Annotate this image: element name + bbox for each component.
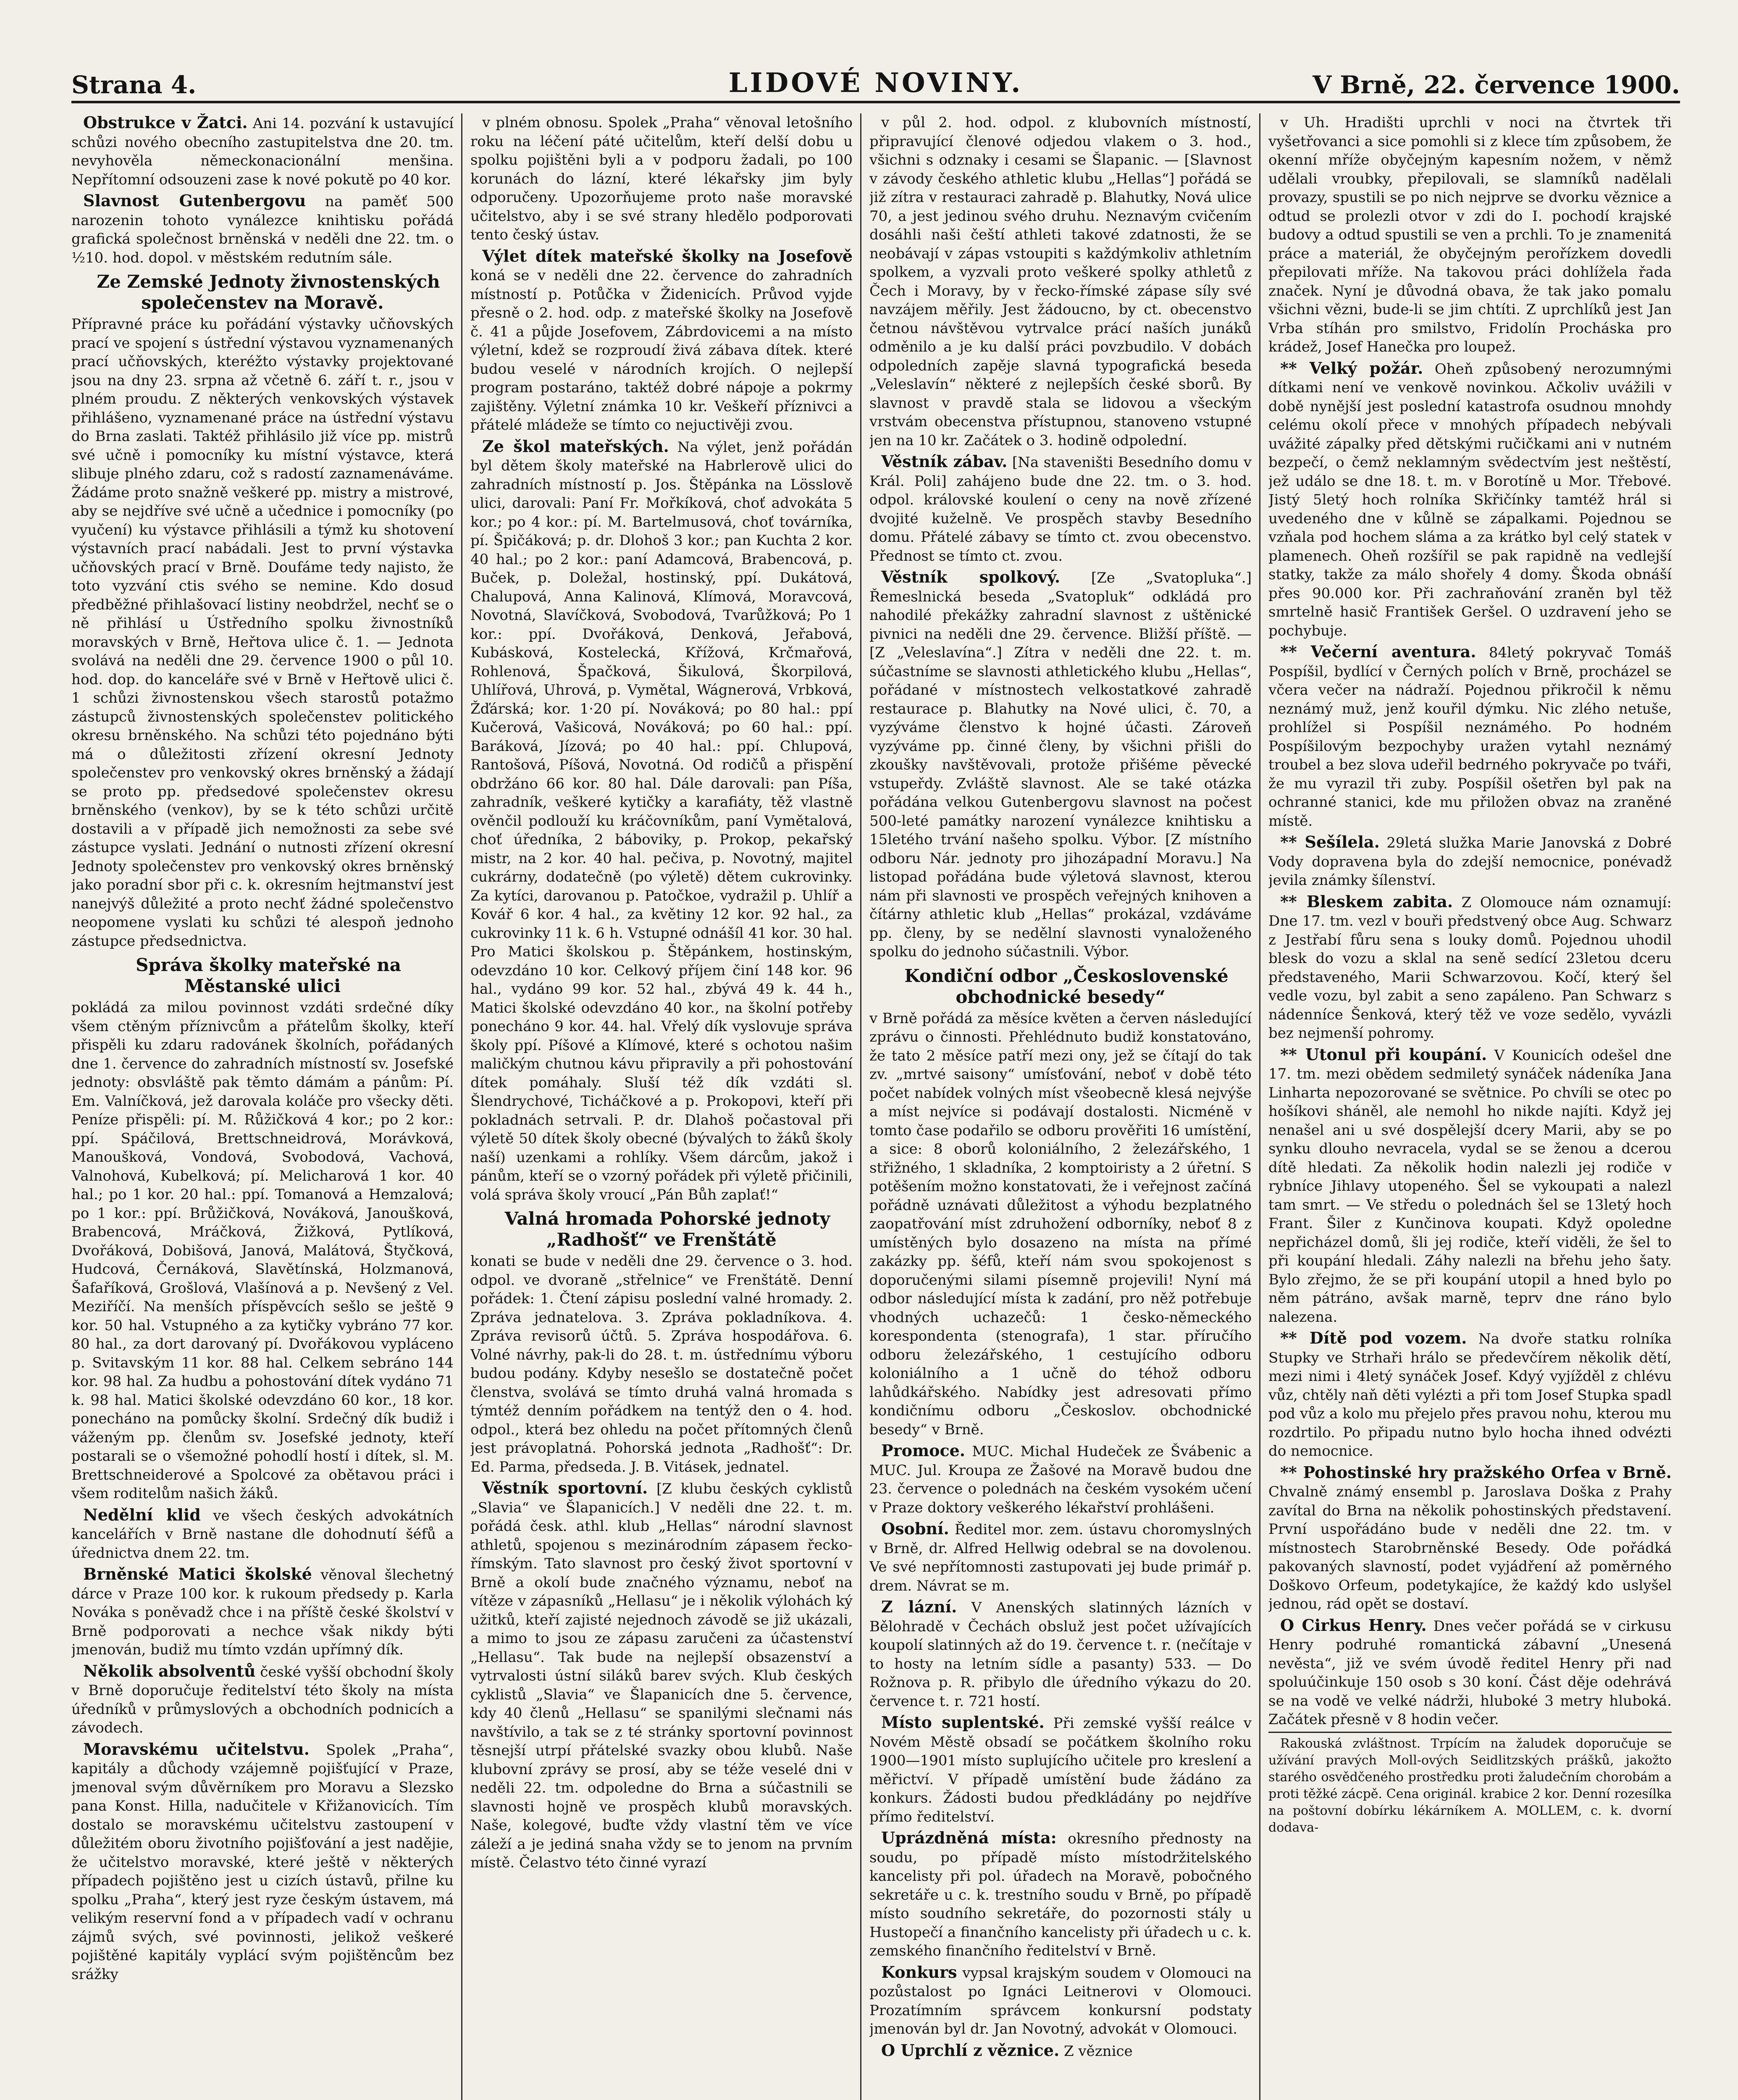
article: [71, 192, 454, 267]
article-body: V Anenských slatinných lázních v Bělohradě v Čechách obsluž jest počet užívajících koupolí slatinných až do 19. července t. r. (nečítaje v to hosty na letním sídle a pasanty) 533. — Do Rožnova p. R. přibylo dle úředního výkazu do 20. července t. r. 721 hostí.: [869, 1599, 1252, 1710]
article: [470, 1479, 853, 1872]
article-headline: Slavnost Gutenbergovu: [83, 191, 306, 210]
article: [869, 452, 1252, 565]
article-body: české vyšší obchodní školy v Brně doporučuje ředitelství této školy na místa úředníků v průmyslových a obchodních podnicích a závodech.: [71, 1663, 454, 1736]
article-headline: ** Večerní aventura.: [1280, 642, 1476, 661]
article: [1268, 113, 1672, 357]
article-body: konati se bude v neděli dne 29. července o 3. hod. odpol. ve dvoraně „střelnice“ ve Frenštátě. Denní pořádek: 1. Čtení zápisu poslední valné hromady. 2. Zpráva jednatelova. 3. Zpráva pokladníkova. 4. Zpráva revisorů účtů. 5. Zpráva hospodářova. 6. Volné návrhy, pak-li do 28. t. m. ústřednímu výboru budou podány. Kdyby nesešlo se dostatečně počet členstva, svolává se tímto druhá valná hromada s týmtéž denním pořádkem na tentýž den o 4. hod. odpol., která bez ohledu na počet přítomných členů jest právoplatná. Pohorská jednota „Radhošť“: Dr. Ed. Parma, předseda. J. B. Vitásek, jednatel.: [470, 1253, 853, 1475]
article-headline: Z lázní.: [881, 1597, 957, 1616]
column-4: [1268, 113, 1672, 2100]
article: [1268, 1463, 1672, 1614]
article-headline: Výlet dítek mateřské školky na Josefově: [482, 246, 853, 265]
article-headline: Ze Zemské Jednoty živnostenských společenstev na Moravě.: [97, 271, 440, 313]
article-body: Ani 14. pozvání k ustavující schůzi nového obecního zastupitelstva dne 20. tm. nevyhověla německonacionální menšina. Nepřítomní odsouzeni zase k nové pokutě po 40 kor.: [71, 115, 454, 188]
column-1: [71, 113, 454, 2100]
article: [869, 1598, 1252, 1711]
article-headline: ** Dítě pod vozem.: [1280, 1328, 1467, 1347]
article-headline: Kondiční odbor „Československé obchodnické besedy“: [904, 965, 1229, 1007]
article-headline: Konkurs: [881, 1962, 957, 1982]
article-body: MUC. Michal Hudeček ze Švábenic a MUC. Jul. Kroupa ze Žašové na Moravě budou dne 23. července o polednách na českém vysokém učení v Praze doktory veškerého lékařství prohlášeni.: [869, 1443, 1252, 1516]
article-headline: ** Velký požár.: [1280, 358, 1423, 378]
article-headline: Ze škol mateřských.: [482, 436, 669, 456]
article: [470, 1208, 853, 1476]
article: [869, 2041, 1252, 2061]
article-body: Ředitel mor. zem. ústavu choromyslných v Brně, dr. Alfred Hellwig odebral se na dovolenou. Ve své nepřítomnosti zastupovati jej bude primář p. drem. Návrat se m.: [869, 1521, 1252, 1594]
article-headline: Osobní.: [881, 1519, 949, 1538]
article: [71, 1662, 454, 1738]
article-headline: Místo suplentské.: [881, 1713, 1045, 1732]
article: [71, 1506, 454, 1563]
newspaper-page: [71, 63, 1680, 2100]
article-body: okresního přednosty na soudu, po případě místo místodržitelského kancelisty při pol. úřadech na Moravě, pobočného sekretáře u c. k. trestního soudu v Brně, po případě místo soudního sekretáře, do pozornosti stály u Hustopečí a finančního kancelisty při úřadech u c. k. zemského finančního ředitelství v Brně.: [869, 1830, 1252, 1959]
article-headline: Věstník spolkový.: [881, 567, 1061, 586]
issue-date: V Brně, 22. července 1900.: [1313, 71, 1680, 99]
article: [869, 1963, 1252, 2039]
article-body: Z věznice: [1064, 2042, 1133, 2060]
column-divider: [461, 113, 462, 2100]
article: [869, 568, 1252, 961]
article-headline: Uprázdněná místa:: [881, 1828, 1057, 1847]
column-divider: [860, 113, 861, 2100]
article-body: 84letý pokryvač Tomáš Pospíšil, bydlící v Černých polích v Brně, procházel se včera večer na nádraží. Pojednou přikročil k němu neznámý muž, jenž kouřil dýmku. Nic zlého netuše, prohlížel si Pospíšil neznámého. Po hodném Pospíšilovým bezpochyby uražen vytahl neznámý troubel a bez slova udeřil bedrného pokryvače po tváři, že mu vyrazil tři zuby. Pospíšil ošetřen byl pak na ochranné stanici, kde mu přiložen obvaz na zraněné místě.: [1268, 644, 1672, 830]
article-headline: ** Sešílela.: [1280, 832, 1380, 851]
article-headline: Brněnské Matici školské: [83, 1564, 312, 1583]
article-body: [Z klubu českých cyklistů „Slavia“ ve Šlapanicích.] V neděli dne 22. t. m. pořádá česk. athl. klub „Hellas“ národní slavnost athletů, spojenou s mezinárodním zápasem řecko-římským. Tato slavnost pro český život sportovní v Brně a okolí bude značného významu, neboť na vítěze v zápasníků „Hellasu“ je i několik výlohách ký užitků, kteří zajisté nejednoch závodě se již ukázali, a mimo to jsou ze zápasu zaručeni za účastenství „Hellasu“. Tak bude na nejlepší obsazenství a vytrvalosti ústní siláků barev svých. Klub českých cyklistů „Slavia“ ve Šlapanicích dne 5. července, kdy 40 členů „Hellasu“ se spanilými slečnami nás navštívilo, a tak se z té stránky sportovní povinnost těsnejší utrpí přátelské svazky obou klubů. Naše klubovní zprávy se prosí, aby se téže veselé dni v neděli 22. tm. odpoledne do Brna a súčastnili se slavnosti hojně ve prospěch klubů moravských. Naše, kolegové, buďte vždy vlastní těm ve více záleží a je jediná snaha vždy se to jenom na prvním místě. Čelastvo této činné vyrazí: [470, 1480, 853, 1871]
page-header: [71, 63, 1680, 103]
article-body: V Kounicích odešel dne 17. tm. mezi obědem sedmiletý synáček nádeníka Jana Linharta nepozorované se světnice. Po chvíli se otec po hošíkovi sháněl, ale nemohl ho nikde najíti. Když jej nenašel ani u své dospělejší dcery Marii, aby se po synku dlouho nevracela, vydal se se ženou a dcerou dítě hledati. Za několik hodin nalezli jej rodiče v rybníce Jihlavy utopeného. Šel se vykoupati a nalezl tam smrt. — Ve středu o polednách šel se 13letý hoch Frant. Šiler z Kunčinova koupati. Když opoledne nepřicházel domů, šli jej rodiče, kteří viděli, že šel to při koupání hledali. Záhy nalezli na břehu jeho šaty. Bylo zřejmo, že se při koupání utopil a hned bylo po něm pátráno, avšak marně, teprv dne ráno bylo nalezena.: [1268, 1047, 1672, 1326]
article: [1268, 892, 1672, 1043]
article: [869, 1829, 1252, 1961]
article: [869, 113, 1252, 450]
article: [869, 1441, 1252, 1517]
article-headline: Moravskému učitelstvu.: [83, 1739, 310, 1759]
article: [470, 247, 853, 435]
article-body: na paměť 500 narozenin tohoto vynálezce knihtisku pořádá grafická společnost brněnská v neděli dne 22. tm. o ½10. hod. dopol. v městském redutním sále.: [71, 193, 454, 266]
article-body: v plném obnosu. Spolek „Praha“ věnoval letošního roku na léčení páté učitelům, kteří delší dobu u spolku pojištěni byli a v podporu žadali, po 100 korunách do lázní, které lékařsky jim byly odporučeny. Upozorňujeme proto naše moravské učitelstvo, aby i se své strany hledělo podporovati tento český ústav.: [470, 114, 853, 243]
article-headline: ** Bleskem zabita.: [1280, 892, 1453, 911]
article-headline: ** Pohostinské hry pražského Orfea v Brně.: [1280, 1462, 1672, 1482]
article-headline: Promoce.: [881, 1441, 966, 1460]
article-body: Na výlet, jenž pořádán byl dětem školy mateřské na Habrlerově ulici do zahradních místností p. Jos. Štěpánka na Lösslově ulici, darovali: Paní Fr. Mořkíková, choť advokáta 5 kor.; po 4 kor.: pí. M. Bartelmusová, choť továrníka, pí. Špičáková; p. dr. Dlohoš 3 kor.; pan Kuchta 2 kor. 40 hal.; po 2 kor.: paní Adamcová, Brabencová, p. Buček, p. Doležal, hostinský, ppí. Dukátová, Chalupová, Anna Kalinová, Klímová, Moravcová, Novotná, Slavíčková, Svobodová, Tvarůžková; Po 1 kor.: ppí. Dvořáková, Denková, Jeřabová, Kubásková, Kostelecká, Křížová, Krčmařová, Rohlenová, Špačková, Šikulová, Škorpilová, Uhlířová, Uhrová, p. Vymětal, Wágnerová, Vrbková, Žďárská; kor. 1·20 pí. Nováková; po 80 hal.: ppí Kučerová, Vašicová, Nováková; po 60 hal.: ppí. Baráková, Jízová; po 40 hal.: ppí. Chlupová, Rantošová, Píšová, Novotná. Od rodičů a přispění obdržáno 66 kor. 80 hal. Dále darovali: pan Píša, zahradník, veškeré kytičky a karafiáty, těž vlastně ověnčil podlouží ku kráčovníkům, paní Vymětalová, choť úředníka, 2 báboviky, p. Prokop, pekařský mistr, na 2 kor. 40 hal. pečiva, p. Novotný, majitel cukrárny, dodatečně (po výletě) dětem cukrovinky. Za kytíci, darovanou p. Patočkoe, vydražil p. Uhlíř a Kovář 6 kor. 4 hal., za květiny 12 kor. 92 hal., za cukrovinky 11 k. 6 h. Vstupné odnášíl 41 kor. 30 hal. Pro Matici školskou p. Štěpánkem, hostinským, odevzdáno 10 kor. Celkový příjem činí 148 kor. 96 hal., vydáno 99 kor. 52 hal., zbývá 49 k. 44 h., Matici školské odevzdáno 40 kor., na školní potřeby ponecháno 9 kor. 44. hal. Vřelý dík vyslovuje správa školy ppí. Píšové a Klímové, které s ochotou našim maličkým chutnou kávu připravily a při pohostování dítek pomáhaly. Sluší též dík vzdáti sl. Šlendrychové, Ticháčkové a p. Prokopovi, kteří při pokladnách setrvali. P. dr. Dlahoš počastoval při výletě 50 dítek školy obecné (bývalých to žáků školy naší) uzenkami a rohlíky. Všem dárcům, jakož i pánům, kteří se o vzorný pořádek při výletě přičinili, volá správa školy vroucí „Pán Bůh zaplať!“: [470, 438, 853, 1203]
article: [1268, 833, 1672, 890]
article-body: Oheň způsobený nerozumnými dítkami není ve venkově novinkou. Ačkoliv uvážili v době nynější jest poslední katastrofa osudnou mnohdy celému okolí přece v mnohých případech nebývali uvážité zápalky před dětskými ručičkami ani v nutném bezpečí, o čemž neklamným svědectvím jest neštěstí, jež událo se dne 18. t. m. v Borotíně u Mor. Třebové. Jistý 5letý hoch rolníka Skřičínky tamtéž hrál si uvedeného dne v kůlně se zápalkami. Pojednou se vzňala pod hochem sláma a za krátko byl celý statek v plamenech. Oheň rozšířil se pak rapidně na vedlejší statky, takže za málo shořely 4 domy. Škoda obnáší přes 90.000 kor. Při zachraňování zraněn byl těž smrtelně hasič František Geršel. O uzdravení jeho se pochybuje.: [1268, 360, 1672, 639]
article: [1268, 1045, 1672, 1327]
article-headline: Několik absolventů: [83, 1661, 256, 1680]
article-body: v Uh. Hradišti uprchli v noci na čtvrtek tři vyšetřovanci a sice pomohli si z klece tím způsobem, že okenní mříže obyčejným kapesním nožem, v němž udělali vroubky, přepilovali, se slamníků nadělali provazy, spustili se po nich nejprve se dvorku věznice a odtud se prolezli otvor v zdi do I. pochodí krajské budovy a odtud spustili se ven a prchli. To je znamenitá práce a materiál, že obyčejným perořízkem dovedli přepilovati mříže. Na takovou práci dohlížela řada značek. Nyní je důvodná obava, že tak jako pomalu všichni vězni, bude-li se jim chtíti. Z uprchlíků jest Jan Vrba stíhán pro smilstvo, Fridolín Procháska pro krádež, Josef Hanečka pro loupež.: [1268, 114, 1672, 355]
article-body: Dnes večer pořádá se v cirkusu Henry podruhé romantická zábavní „Unesená nevěsta“, již ve svém úvodě ředitel Henry při nad spoluúčinkuje 150 osob s 30 koní. Část děje odehrává se na vodě ve velké nádrži, hluboké 3 metry hluboká. Začátek přesně v 8 hodin večer.: [1268, 1617, 1672, 1728]
article-columns: [71, 113, 1680, 2100]
masthead-title: LIDOVÉ NOVINY.: [728, 67, 1023, 99]
article-headline: Věstník sportovní.: [482, 1478, 648, 1497]
article-body: Při zemské vyšší reálce v Novém Městě obsadí se počátkem školního roku 1900—1901 místo suplujícího učitele pro kreslení a měřictví. V případě umístění bude žádáno za konkurs. Žádosti budou předkládány po nejdříve přímo ředitelství.: [869, 1715, 1252, 1825]
article-headline: O Uprchlí z věznice.: [881, 2040, 1060, 2060]
page-number: Strana 4.: [71, 71, 197, 99]
article-body: Chvalně známý ensembl p. Jaroslava Doška z Prahy zavítal do Brna na několik pohostinských představení. První uspořádáno bude v neděli dne 22. tm. v místnostech Starobrněnské Besedy. Ode pořádká pakovaných slavností, podet vyjádření až poměrného Doškovo Orfeum, podetykajíce, že každý kdo uslyšel jednou, rád opět se dostaví.: [1268, 1483, 1672, 1612]
article-body: Přípravné práce ku pořádání výstavky učňovských prací ve spojení s ústřední výstavou vyznamenaných prací učňovských, kteréžto výstavky projektované jsou na dny 23. srpna až včetně 6. září t. r., jsou v plném proudu. Z některých venkovských výstavek přihlášeno, vyznamenané práce na ústřední výstavu do Brna zaslati. Taktéž přihlásilo již více pp. mistrů své učně i pomocníky ku místní výstavce, která slibuje plného zdaru, což s radostí zaznamenáváme. Žádáme proto snažně veškeré pp. mistry a mistrové, aby se nejdříve své učně a učednice i pomocníky (po vyučení) ku výstavce přihlásili a týmž ku shotovení výstavních prací nabádali. Jest to první výstavka učňovských prací v Brně. Doufáme tedy najisto, že toto vyzvání ctis svého se nemine. Kdo dosud předběžné přihlašovací listiny neobdržel, nechť se o ně přihlásí u Ústředního spolku živnostníků moravských v Brně, Heřtova ulice č. 1. — Jednota svolává na neděli dne 29. července 1900 o půl 10. hod. dop. do kanceláře své v Brně v Heřtově ulici č. 1 schůzi živnostenskou všech starostů potažmo zástupců živnostenských společenstev politického okresu brněnského. Na schůzi této pojednáno býti má o důležitosti zřízení okresní Jednoty společenstev pro venkovský okres brněnský a žádají se proto pp. předsedové společenstev okresu brněnského (venkov), by se k této schůzi určitě dostavili a v případě jich nemožnosti za sebe své zástupce vyslati. Jednání o nutnosti zřízení okresní Jednoty společenstev pro venkovský okres brněnský jako poradní sbor při c. k. okresním hejtmanství jest nanejvýš důležité a proto nechť žádné společenstvo neopomene vyslati ku schůzi té alespoň jednoho zástupce předsednictva.: [71, 316, 454, 950]
article: [470, 437, 853, 1205]
article-body: 29letá služka Marie Janovská z Dobré Vody dopravena byla do zdejší nemocnice, ponévadž jevila známky šílenství.: [1268, 835, 1672, 889]
article: [470, 113, 853, 244]
article-body: [Ze „Svatopluka“.] Řemeslnická beseda „Svatopluk“ odkládá pro nahodilé překážky zahradní slavnost z uštěnické pivnici na neděli dne 29. července. Bližší příště. — [Z „Veleslavína“.] Zítra v neděli dne 22. t. m. súčastníme se slavnosti athletického klubu „Hellas“, pořádané v místnostech velkostatkové zahradě restaurace p. Blahutky na Nové ulici, č. 70, a vyzýváme členstvo k hojné účasti. Zároveň vyzýváme pp. činné členy, by všichni přišli do zkoušky navštěvovali, protože přišéme pěvecké vstupeřdy. Zvláště slavnost. Ale se také otázka pořádána velkou Gutenbergovu slavnost na počest 500-leté památky narození vynálezce knihtisku a 15letého trvání našeho spolku. Výbor. [Z místního odboru Nár. jednoty pro jihozápadní Moravu.] Na listopad pořádána bude výletová slavnost, kterou nám při slavnosti ve prospěch veřejných knihoven a čítárny athletic klub „Hellas“ prokázal, vzdáváme pp. členy, by se nedělní slavnosti vynaloženého spolku do jednoho súčastnili. Výbor.: [869, 570, 1252, 960]
article-body: pokládá za milou povinnost vzdáti srdečné díky všem ctěným příznivcům a přátelům školky, kteří přispěli ku zdaru radovánek školních, pořádaných dne 1. července do zahradních místností sv. Josefské jednoty: obsvláště pak těmto dámám a pánům: Pí. Em. Valníčková, jež darovala koláče pro všecky děti. Peníze přispěli: pí. M. Růžičková 4 kor.; po 2 kor.: ppí. Spáčilová, Brettschneidrová, Morávková, Manoušková, Vondová, Svobodová, Vachová, Valnohová, Kubelková; pí. Melicharová 1 kor. 40 hal.; po 1 kor. 20 hal.: ppí. Tomanová a Hemzalová; po 1 kor.: ppí. Brůžičková, Nováková, Janoušková, Brabencová, Mráčková, Žižková, Pytlíková, Dvořáková, Dobišová, Janová, Malátová, Štyčková, Hudcová, Černáková, Slavětínská, Holzmanová, Šafaříková, Grošlová, Vlašínová a p. Nevšený z Vel. Meziříčí. Na menších příspěvcích sešlo se ještě 9 kor. 50 hal. Vstupného a za kytičky vybráno 77 kor. 80 hal., za dort darovaný pí. Dvořákovou vypláceno p. Svitavským 11 kor. 88 hal. Celkem sebráno 144 kor. 98 hal. Za hudbu a pohostování dítek vydáno 71 k. 98 hal. Matici školské odevzdáno 60 kor., 18 kor. ponecháno na pomůcky školní. Srdečný dík budiž i váženým pp. členům sv. Josefské jednoty, kteří postarali se o všemožné pohodlí hostí i dítek, sl. M. Brettschneiderové a Spolcové za obětavou práci i všem roditelům našich žáků.: [71, 999, 454, 1502]
article: [869, 966, 1252, 1439]
article-headline: Nedělní klid: [83, 1505, 201, 1524]
article-body: vypsal krajským soudem v Olomouci na pozůstalost po Ignáci Leitnerovi v Olomouci. Prozatímním správcem konkursní podstaty jmenován byl dr. Jan Novotný, advokát v Olomouci.: [869, 1964, 1252, 2037]
article-body: věnoval šlechetný dárce v Praze 100 kor. k rukoum předsedy p. Karla Nováka s poněvadž chce i na příště české školství v Brně podporovati a nechce však nikdy býti jmenován, budiž mu tímto vzdán upřímný dík.: [71, 1567, 454, 1658]
article-body: v Brně pořádá za měsíce květen a červen následující zprávu o činnosti. Přehlédnuto budiž konstatováno, že tato 2 měsíce patří mezi ony, jež se čítají do tak zv. „mrtvé saisony“ umísťování, neboť v době této počet nabídek volných míst všeobecně klesá nejvýše a míst nejvíce si podávají dostalosti. Nicméně v tomto čase podařilo se odboru prověřiti 16 umístění, a sice: 8 oborů koloniálního, 2 železářského, 1 střižného, 1 skladníka, 2 komptoiristy a 2 úřetní. S potěšením možno konstatovati, že i veřejnost začíná pořádně uznávati důležitost a výhodu bezplatného zaopatřování míst zdruhožení odborníky, neboť 8 z umístěných bylo dosazeno na místa na přímé zakázky pp. šéfů, kteří nám svou spokojenost s doporučenými silami písemně projevili! Nyní má odbor následující místa k zadání, pro něž potřebuje vhodných uchazečů: 1 česko-německého korespondenta (stenografa), 1 star. příručího odboru železářského, 1 cestujícího odboru koloniálního a 1 učně do téhož odboru lahůdkářského. Nabídky jest adresovati přímo kondičnímu odboru „Českoslov. obchodnické besedy“ v Brně.: [869, 1010, 1252, 1438]
article-headline: ** Utonul při koupání.: [1280, 1045, 1487, 1064]
article-body: ve všech českých advokátních kancelářích v Brně nastane dle dohodnutí šéfů a úřednictva dnem 22. tm.: [71, 1507, 454, 1562]
article: [1268, 643, 1672, 830]
article-headline: O Cirkus Henry.: [1280, 1615, 1427, 1635]
article-headline: Obstrukce v Žatci.: [83, 113, 248, 132]
column-2: [470, 113, 853, 2100]
article-headline: Valná hromada Pohorské jednoty „Radhošť“ ve Frenštátě: [504, 1208, 830, 1250]
article: [71, 955, 454, 1503]
article-body: [Na staveništi Besedního domu v Král. Poli] zahájeno bude dne 22. tm. o 3. hod. odpol. královské koulení o ceny na nově zřízené dvojité kuželně. Ve prospěch stavby Besedního domu. Přátelé zábavy se tímto ct. zvou obecenstvo. Přednost se tímto ct. zvou.: [869, 454, 1252, 564]
article-body: v půl 2. hod. odpol. z klubovních místností, připravující členové odjedou vlakem o 3. hod., všichni s odznaky i cesami se Šlapanic. — [Slavnost v závody českého athletic klubu „Hellas“] pořádá se již zítra v restauraci zahradě p. Blahutky, Nová ulice 70, a jest jedinou svého druhu. Neznavým cvičením dosáhli naši čeští athleti takové zdatnosti, že se neobávají v zápas vstoupiti s každýmkoliv athletním spolkem, a vyzvali proto veškeré spolky athletů z Čech i Moravy, by v řecko-římské zápase síly své navzájem měřily. Jest žádoucno, by ct. obecenstvo četnou návštěvou vytrvalce prácí naších junáků odměnilo a je ku další práci povzbudilo. V dobách odpoledních zapěje slavná typografická beseda „Veleslavín“ některé z nejlepších české sborů. By slavnost v pravdě stala se lidovou a všeckým vrstvám obecenstva přístupnou, stanoveno vstupné jen na 10 kr. Začátek o 3. hodině odpolední.: [869, 114, 1252, 449]
article-body: Z Olomouce nám oznamují: Dne 17. tm. vezl v bouři předstvený obce Aug. Schwarz z Jestřabí fůru sena s louky domů. Pojednou uhodil blesk do vozu a sklal na seně sedící 23letou dceru představeného, Marii Schwarzovou. Kočí, který šel vedle vozu, byl zabit a seno zapáleno. Pan Schwarz s nádenníce Šenková, který těž ve voze sedělo, vyvázli bez nejmenší pohromy.: [1268, 894, 1672, 1042]
footer-advertisement: Rakouská zvláštnost. Trpícím na žaludek doporučuje se užívání pravých Moll-ových Seidlitzských prášků, jakožto starého osvědčeného prostředku proti žaludečním chorobám a proti těžké zácpě. Cena originál. krabice 2 kor. Denní rozesílka na poštovní dobírku lékárníkem A. MOLLEM, c. k. dvorní dodava-: [1268, 1732, 1672, 1836]
column-3: [869, 113, 1252, 2100]
article: [1268, 1329, 1672, 1461]
article: [1268, 359, 1672, 640]
article: [869, 1713, 1252, 1826]
article: [71, 1565, 454, 1659]
article-body: koná se v neděli dne 22. července do zahradních místností p. Potůčka v Židenicích. Průvod vyjde přesně o 2. hod. odp. z mateřské školky na Josefově č. 41 a půjde Josefovem, Zábrdovicemi a na místo výletní, kdež se rozproudí živá zábava dítek. které budou veselé v národních krojích. O nejlepší program postaráno, taktéž dobré nápoje a pokrmy zajištěny. Výletní známka 10 kr. Veškeří příznivci a přátelé mládeže se tímto co nejuctivěji zvou.: [470, 267, 853, 433]
article-headline: Správa školky mateřské na Městanské ulici: [136, 955, 401, 996]
article-body: Na dvoře statku rolníka Stupky ve Strhaři hrálo se předevčírem několik dětí, mezi nimi i 4letý synáček Josef. Kdyý vyjížděl z chlévu vůz, chtěly naň děti vylézti a při tom Josef Stupka spadl pod vůz a kolo mu přejelo přes pravou nohu, kterou mu rozdrtilo. Po připadu nutno bylo hocha ihned odvézti do nemocnice.: [1268, 1331, 1672, 1460]
article: [869, 1520, 1252, 1595]
article: [71, 113, 454, 189]
article: [71, 271, 454, 950]
article-headline: Věstník zábav.: [881, 452, 1008, 471]
article: [1268, 1616, 1672, 1729]
article-body: Spolek „Praha“, kapitály a důchody vzájemně pojišťující v Praze, jmenoval svým důvěrníkem pro Moravu a Slezsko pana Konst. Hilla, nadučitele v Křižanovicích. Tím dostalo se moravskému učitelstvu zastoupení v důležitém oboru životního pojišťování a jest nadějie, že učitelstvo moravské, které ještě v některých případech pojištěno jest u cizích ústavů, přilne ku spolku „Praha“, který jest ryze českým ústavem, má velikým reservní fond a v případech vadí v ochranu zájmů svých, své povinnosti, jelikož veškeré pojištěné kapitály vyplácí svým pojištěncům bez srážky: [71, 1741, 454, 1983]
column-divider: [1259, 113, 1260, 2100]
article: [71, 1740, 454, 1984]
